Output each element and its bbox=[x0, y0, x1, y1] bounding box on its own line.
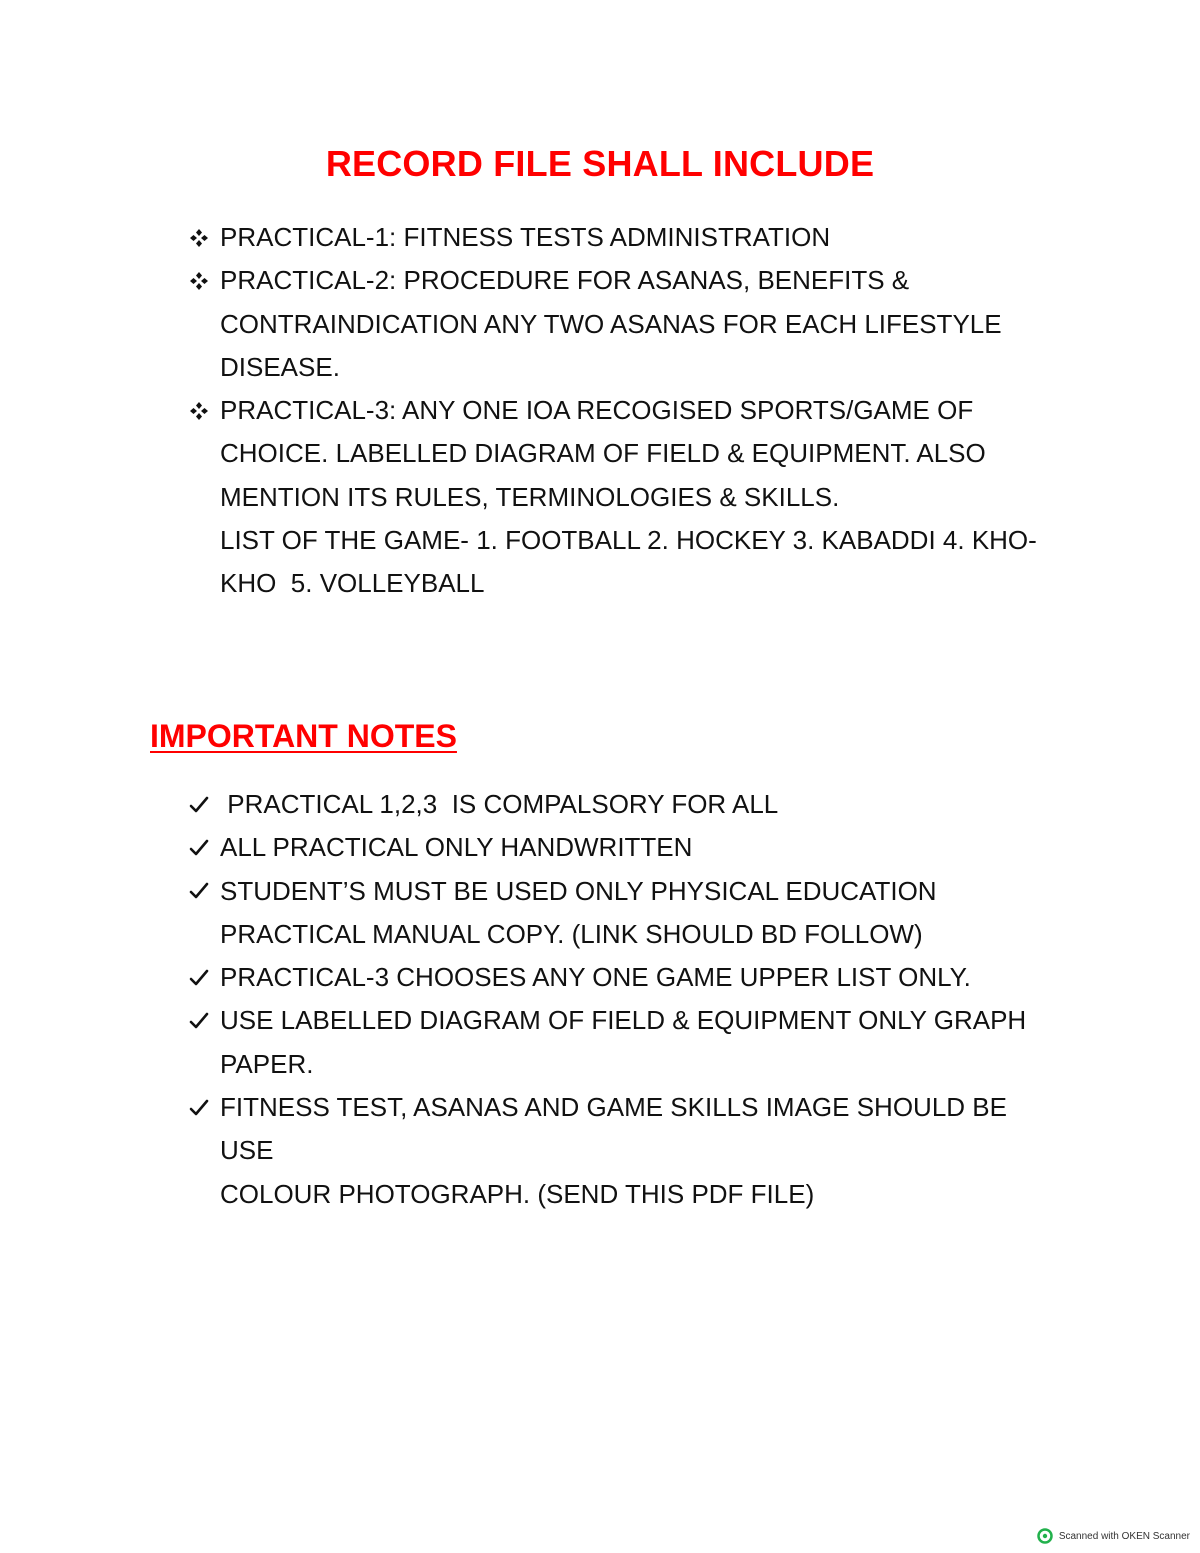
scanner-logo-icon bbox=[1037, 1528, 1053, 1544]
record-list bbox=[0, 216, 1200, 606]
scanner-watermark-text: Scanned with OKEN Scanner bbox=[1058, 1530, 1190, 1542]
note-item-6 bbox=[0, 1086, 1200, 1216]
record-item-3 bbox=[0, 389, 1200, 605]
page-title: RECORD FILE SHALL INCLUDE bbox=[325, 143, 875, 184]
check-mark-icon bbox=[186, 956, 212, 999]
record-item-1 bbox=[0, 216, 1200, 259]
record-item-text: PRACTICAL-1: FITNESS TESTS ADMINISTRATION bbox=[220, 222, 831, 252]
record-item-text: PRACTICAL-2: PROCEDURE FOR ASANAS, BENEFITS & CONTRAINDICATION ANY TWO ASANAS FOR EACH LIFESTYLE DISEASE. bbox=[220, 265, 1002, 382]
note-item-text: ALL PRACTICAL ONLY HANDWRITTEN bbox=[220, 832, 693, 863]
check-mark-icon bbox=[186, 870, 212, 913]
check-mark-icon bbox=[186, 1086, 212, 1129]
check-mark-icon bbox=[186, 826, 212, 869]
check-mark-icon bbox=[186, 783, 212, 826]
note-item-text: PRACTICAL 1,2,3 IS COMPALSORY FOR ALL bbox=[220, 789, 779, 819]
note-item-5 bbox=[0, 999, 1200, 1086]
four-diamond-bullet-icon bbox=[186, 389, 212, 432]
note-item-1 bbox=[0, 783, 1200, 826]
note-item-text: STUDENT’S MUST BE USED ONLY PHYSICAL EDUCATION PRACTICAL MANUAL COPY. (LINK SHOULD BD FOLLOW) bbox=[220, 875, 937, 949]
scanner-watermark bbox=[1037, 1527, 1190, 1545]
note-item-4 bbox=[0, 956, 1200, 999]
four-diamond-bullet-icon bbox=[186, 216, 212, 259]
note-item-3 bbox=[0, 870, 1200, 957]
important-notes-heading: IMPORTANT NOTES bbox=[150, 718, 457, 754]
note-item-2 bbox=[0, 826, 1200, 869]
record-item-2 bbox=[0, 259, 1200, 389]
four-diamond-bullet-icon bbox=[186, 259, 212, 302]
check-mark-icon bbox=[186, 999, 212, 1042]
note-item-text: USE LABELLED DIAGRAM OF FIELD & EQUIPMENT ONLY GRAPH PAPER. bbox=[220, 1005, 1027, 1079]
record-item-text: PRACTICAL-3: ANY ONE IOA RECOGISED SPORTS/GAME OF CHOICE. LABELLED DIAGRAM OF FIELD & EQUIPMENT. ALSO MENTION ITS RULES, TERMINOLOGIES & SKILLS. LIST OF THE GAME- 1. FOOTBALL 2. HOCKEY 3. KABADDI 4. KHO- KHO 5. VOLLEYBALL bbox=[220, 395, 1037, 599]
note-item-text: FITNESS TEST, ASANAS AND GAME SKILLS IMAGE SHOULD BE USE COLOUR PHOTOGRAPH. (SEND THIS PDF FILE) bbox=[220, 1092, 1007, 1209]
note-item-text: PRACTICAL-3 CHOOSES ANY ONE GAME UPPER LIST ONLY. bbox=[220, 962, 971, 993]
notes-list bbox=[0, 783, 1200, 1216]
